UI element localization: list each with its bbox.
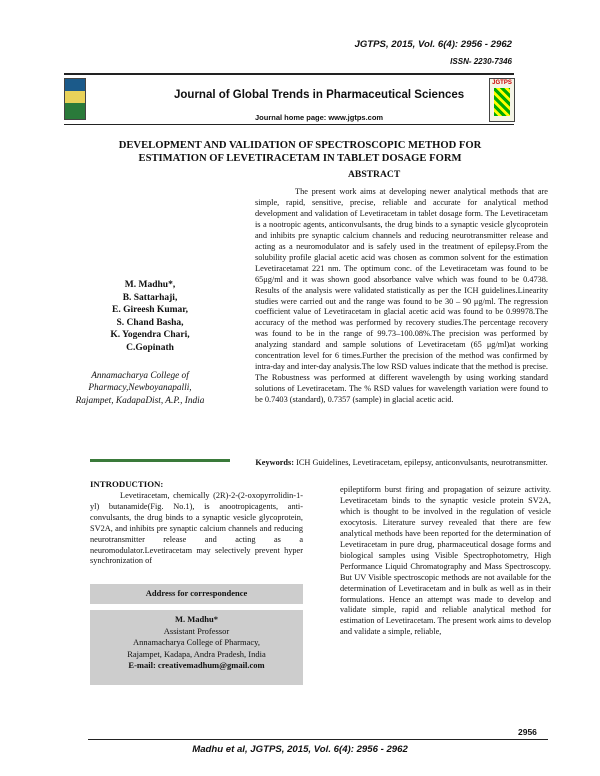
journal-name: Journal of Global Trends in Pharmaceutical Sciences (174, 89, 465, 101)
author: C.Gopinath (126, 342, 174, 353)
issn: ISSN- 2230-7346 (450, 57, 512, 66)
paper-title-line1: DEVELOPMENT AND VALIDATION OF SPECTROSCOPIC METHOD FOR (118, 140, 482, 151)
journal-logo-right (489, 78, 515, 122)
author: K. Yogendra Chari, (110, 330, 190, 340)
author-list (90, 279, 210, 354)
author: E. Gireesh Kumar, (111, 305, 188, 315)
correspondence-body (90, 614, 303, 672)
correspondence-email[interactable]: E-mail: creativemadhum@gmail.com (128, 660, 265, 670)
logo-right-text: JGTPS (492, 80, 512, 86)
correspondence-heading: Address for correspondence (145, 588, 248, 598)
header-citation: JGTPS, 2015, Vol. 6(4): 2956 - 2962 (354, 39, 512, 50)
footer-rule (88, 739, 548, 740)
affiliation-line: Pharmacy,Newboyanapalli, (88, 383, 192, 394)
correspondence-name: M. Madhu* (175, 614, 218, 624)
correspondence-divider (90, 604, 303, 610)
paper-title-line2: ESTIMATION OF LEVETIRACETAM IN TABLET DOSAGE FORM (138, 153, 462, 164)
affiliation (40, 370, 240, 407)
affiliation-line: Rajampet, KadapaDist, A.P., India (75, 395, 205, 406)
keywords-text: ICH Guidelines, Levetiracetam, epilepsy, anticonvulsants, neurotransmitter. (296, 458, 548, 467)
logo-right-graphic (494, 88, 510, 116)
journal-homepage[interactable]: Journal home page: www.jgtps.com (255, 113, 384, 122)
author: M. Madhu*, (124, 280, 176, 290)
introduction-heading: INTRODUCTION: (90, 479, 164, 489)
author: B. Sattarhaji, (122, 292, 178, 303)
abstract-text: The present work aims at developing newer analytical methods that are simple, rapid, sensitive, precise, reliable and accurate for analytical method development and validation of Levetiracetam in tablet dosage form. The Levetiracetam is a nootropic agents, anticonvulsants, the drug binds to a synaptic vesicle glycoprotein and inhibits pre synaptic calcium channels and reducing neurotransmitter release and acting as a neuromodulator and is safely used in the treatment of epilepsy.From the solubility profile glacial acetic acid was chosen as common solvent for the estimation Levetiracetamat 221 nm. The optimum conc. of the Levetiracetam was found to be 65μg/ml and it was shown good absorbance valve which was found to be 0.4738. Results of the analysis were validated statistically as per the ICH guidelines.Linearity studies were carried out and the range was found to be 30 – 90 μg/ml. The regression coefficient value of Levetiracetam in glacial acetic acid was found to be 0.99978.The accuracy of the method was performed by recovery studies.The percentage recovery was found to be in the range of 99.73–100.08%.The precision was performed by analyzing standard and sample solutions of Levetiracetam (65 μg/ml)at working concentration level for 6 times.Further the precision of the method was confirmed by intra-day and inter-day analysis.The low RSD values indicate that the method is precise. The Robustness was performed at different wavelength by using working standard solutions of Levetiracetam. The % RSD values for wavelength variation were found to be 0.7403 (standard), 0.7357 (sample) in glacial acetic acid. (255, 187, 548, 405)
header-rule-bottom (64, 124, 514, 125)
author: S. Chand Basha, (116, 317, 184, 328)
introduction-left-text: Levetiracetam, chemically (2R)-2-(2-oxopyrrolidin-1-yl) butanamide(Fig. No.1), is anootropicagents, anti-convulsants, the drug binds to a synaptic vesicle glycoprotein, SV2A, and inhibits pre synaptic calcium channels and reducing neurotransmitter release and acting as a neuromodulator.Levetiracetam may selectively prevent hyper synchronization of (90, 491, 303, 566)
keywords (255, 458, 548, 469)
abstract-heading: ABSTRACT (348, 169, 401, 180)
section-divider (90, 459, 230, 462)
correspondence-address: Rajampet, Kadapa, Andra Pradesh, India (127, 648, 266, 659)
journal-logo-left (64, 78, 86, 120)
page-number: 2956 (518, 727, 537, 737)
header-rule-top (64, 73, 514, 75)
introduction-right-text: epileptiform burst firing and propagation of seizure activity. Levetiracetam binds to the synaptic vesicle protein SV2A, which is thought to be involved in the regulation of vesicle exocytosis. Literature survey revealed that there are few analytical methods have been reported for the determination of Levetiracetam in pure drug, pharmaceutical dosage forms and biological samples using Visible Spectrophotometry, High Performance Liquid Chromatography and Mass Spectroscopy. But UV Visible spectroscopic methods are not available for the determination of Levetiracetam and in bulk as well as in their formulations. Hence an attempt was made to develop and validate simple, rapid and reliable analytical method for estimation of Levetiracetam. The present work aims to develop and validate a simple, reliable, (340, 485, 551, 637)
correspondence-position: Assistant Professor (163, 625, 230, 636)
keywords-label: Keywords: (255, 458, 295, 467)
footer-citation: Madhu et al, JGTPS, 2015, Vol. 6(4): 2956 - 2962 (192, 744, 408, 755)
affiliation-line: Annamacharya College of (91, 371, 189, 381)
correspondence-institution: Annamacharya College of Pharmacy, (133, 637, 260, 647)
